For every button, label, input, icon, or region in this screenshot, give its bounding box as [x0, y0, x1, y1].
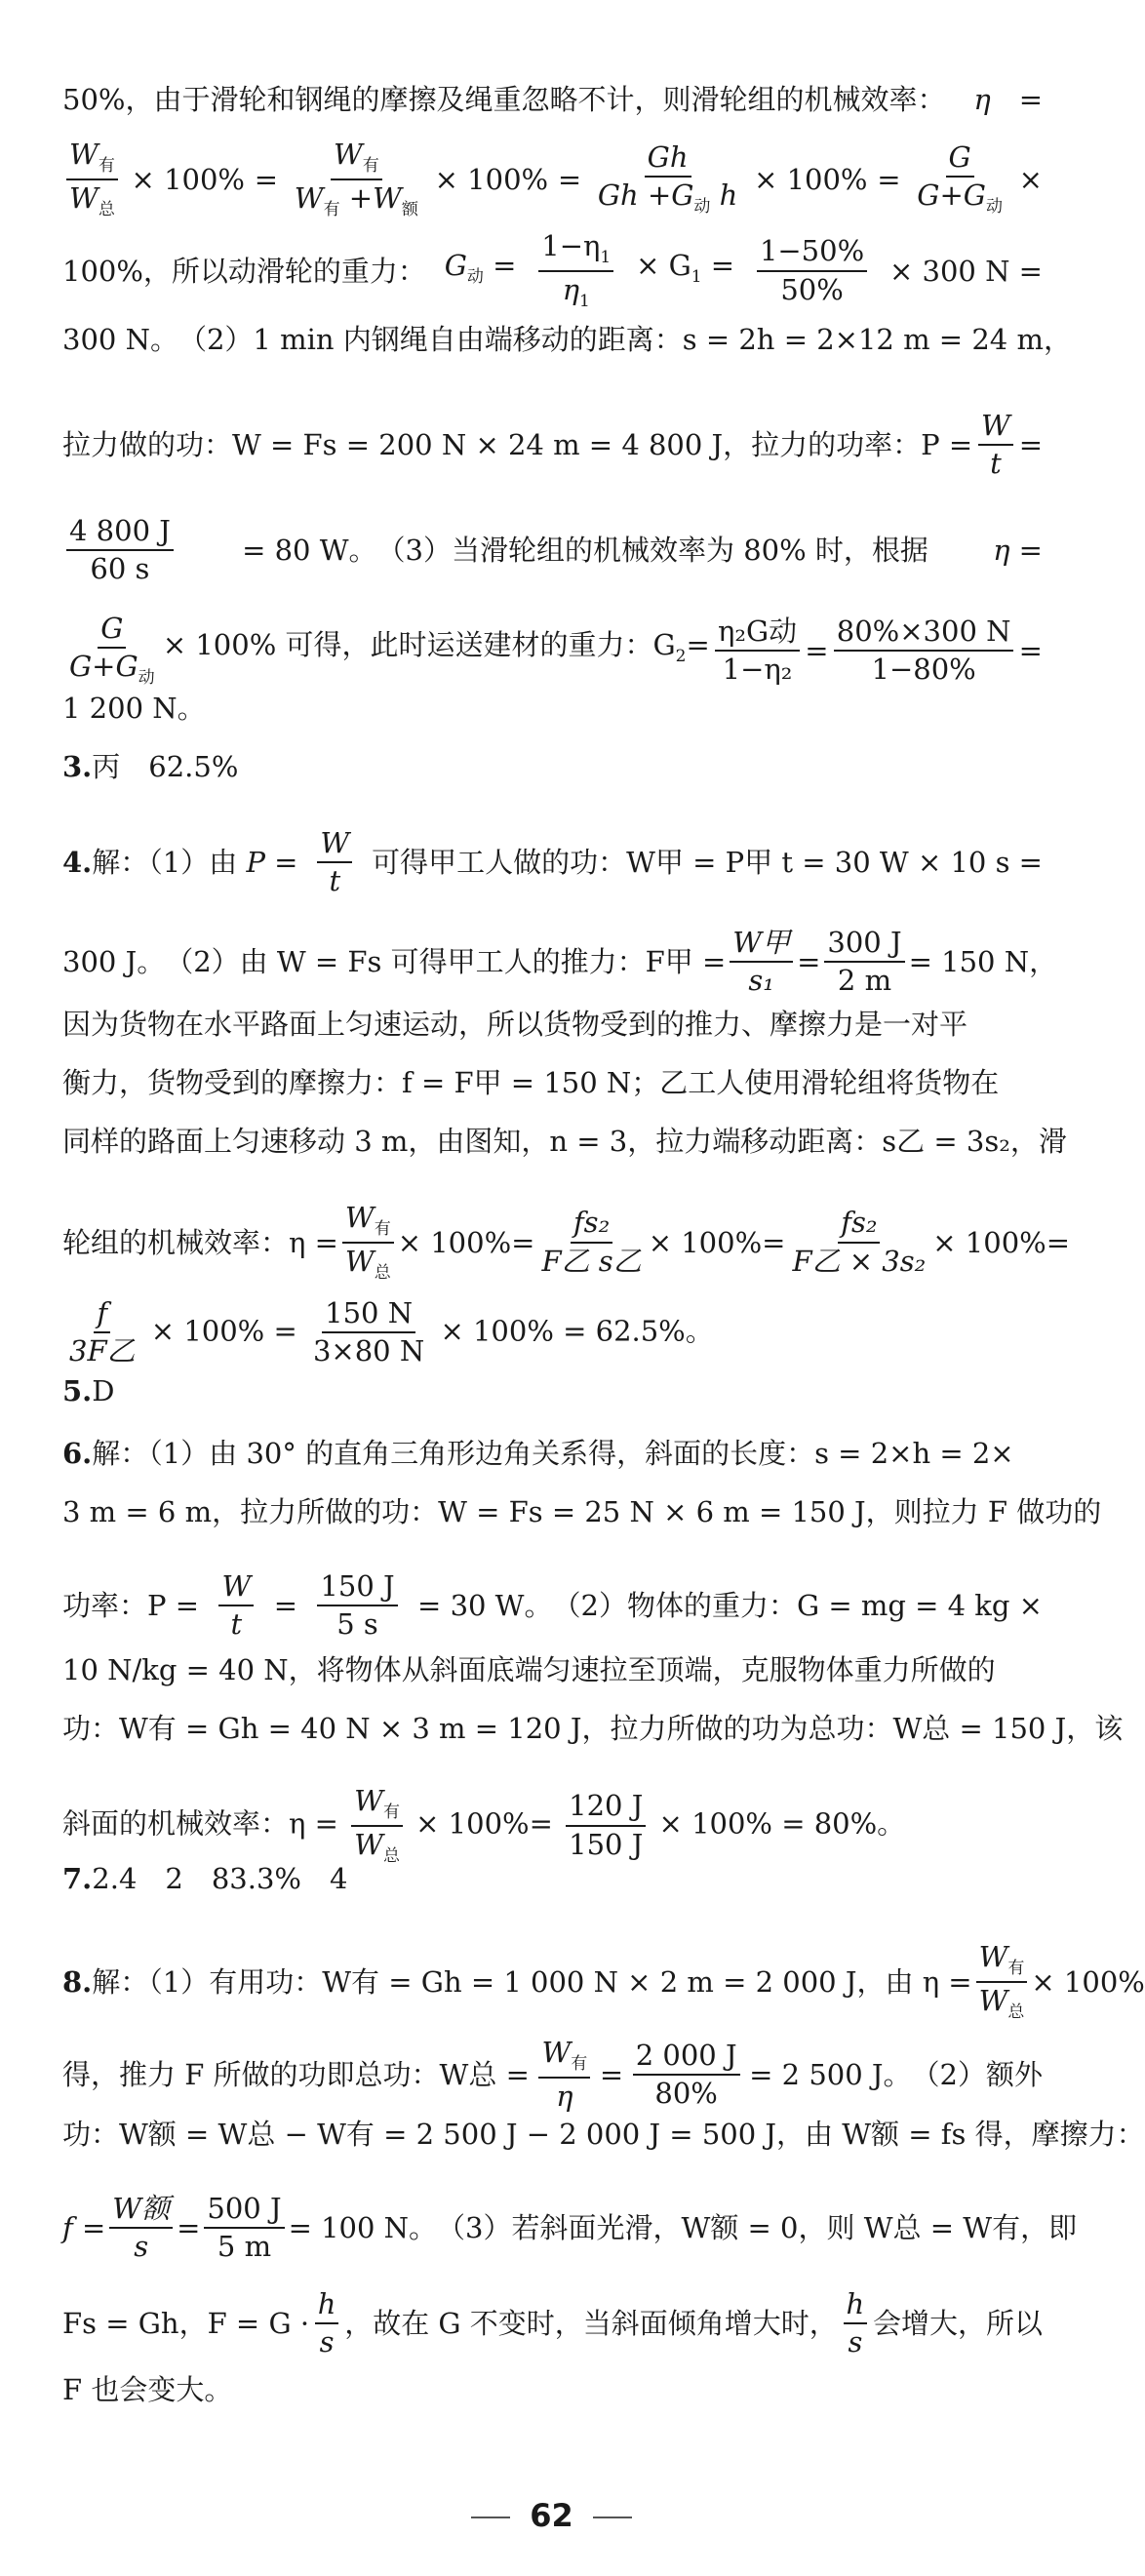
q5-answer: 5.D — [62, 1374, 115, 1407]
fraction-f-over-3fyi: $\frac{f}{\text{3F乙}}$ — [69, 1296, 136, 1368]
q4-line-3: 因为货物在水平路面上匀速运动，所以货物受到的推力、摩擦力是一对平 — [62, 1008, 968, 1041]
fraction-we-over-s: $\frac{\text{W额}}{s}$ — [109, 2193, 173, 2264]
q2-line-7: $\frac{G}{G+G_动}$ × 100% 可得，此时运送建材的重力：$G_2=$ $\frac{\text{η₂G动}}{\text{1−η₂}}$ = $\frac{80\%\times 300 N}{1-80\%}$ = — [62, 613, 1043, 689]
fraction-500-over-5: $\frac{500 J}{5 m}$ — [204, 2193, 284, 2264]
q4-line-4: 衡力，货物受到的摩擦力：f = F甲 = 150 N；乙工人使用滑轮组将货物在 — [62, 1066, 1000, 1099]
fraction-wyou-wzong-q6: $\frac{W_有}{W_总}$ — [351, 1785, 403, 1866]
fraction-80: $\frac{80\%\times 300 N}{1-80\%}$ — [834, 615, 1014, 687]
q8-line-3: 功：W额 = W总 − W有 = 2 500 J − 2 000 J = 500 J，由 W额 = fs 得，摩擦力： — [62, 2118, 1145, 2151]
fraction-gh: $\frac{Gh}{Gh +G_动 h}$ — [597, 139, 738, 217]
q6-line-4: 10 N/kg = 40 N，将物体从斜面底端匀速拉至顶端，克服物体重力所做的 — [62, 1653, 996, 1686]
q6-line-1: 6.解：（1）由 30° 的直角三角形边角关系得，斜面的长度：s = 2×h = 2× — [62, 1437, 1014, 1470]
q8-line-6: F 也会变大。 — [62, 2373, 233, 2406]
q7-answer: 7.2.4 2 83.3% 4 — [62, 1862, 348, 1895]
q4-line-5: 同样的路面上匀速移动 3 m，由图知，n = 3，拉力端移动距离：s乙 = 3s₂，滑 — [62, 1125, 1067, 1158]
q6-line-6: 斜面的机械效率：η = $\frac{W_有}{W_总}$ × 100%= $\frac{120 J}{150 J}$ × 100% = 80%。 — [62, 1784, 906, 1866]
q2-line-4: 300 N。 （2）1 min 内钢绳自由端移动的距离：s = 2h = 2×12 m = 24 m， — [62, 323, 1072, 356]
fraction-4800-over-60: $\frac{4 800 J}{60 s}$ — [66, 515, 174, 586]
fraction-wyou-wzong-q4: $\frac{W_有}{W_总}$ — [342, 1202, 394, 1283]
fraction-150-over-240: $\frac{150 N}{3\times 80 N}$ — [312, 1296, 425, 1368]
footer-dash-left — [471, 2517, 510, 2518]
fraction-g: $\frac{G}{G+G_动}$ — [917, 139, 1003, 217]
q8-line-2: 得，推力 F 所做的功即总功：W总 = $\frac{W_有}{\eta}$ = $\frac{2 000 J}{80\%}$ = 2 500 J。 （2）额外 — [62, 2036, 1043, 2113]
q2-line-3: 100%，所以动滑轮的重力： $G_动$ = $\frac{1-\eta_1}{\eta_1}$ × $G_1$ = $\frac{1-50\%}{50\%}$ × 300 N = — [62, 229, 1043, 311]
q8-line-1: 8.解：（1）有用功：W有 = Gh = 1 000 N × 2 m = 2 000 J，由 η = $\frac{W_有}{W_总}$ × 100% — [62, 1940, 1145, 2022]
q4-line-1: 4.解：（1）由 P = $\frac{W}{t}$ 可得甲工人做的功：W甲 = P甲 t = 30 W × 10 s = — [62, 826, 1043, 898]
fraction-w-over-t-q6: $\frac{W}{t}$ — [218, 1570, 254, 1642]
q4-line-2: 300 J。 （2）由 W = Fs 可得甲工人的推力：F甲 = $\frac{\text{W甲}}{\text{s₁}}$ = $\frac{300 J}{2 m}$ = 150 N， — [62, 926, 1058, 998]
q4-line-7: $\frac{f}{\text{3F乙}}$ × 100% = $\frac{150 N}{3\times 80 N}$ × 100% = 62.5%。 — [62, 1297, 1043, 1368]
q2-line-8: 1 200 N。 — [62, 692, 206, 725]
q6-line-5: 功：W有 = Gh = 40 N × 3 m = 120 J，拉力所做的功为总功：W总 = 150 J，该 — [62, 1712, 1124, 1745]
fraction-150-over-5: $\frac{150 J}{5 s}$ — [317, 1570, 397, 1642]
fraction-eta1: $\frac{1-\eta_1}{\eta_1}$ — [538, 230, 613, 311]
q6-line-3: 功率：P = $\frac{W}{t}$ = $\frac{150 J}{5 s}$ = 30 W。 （2）物体的重力：G = mg = 4 kg × — [62, 1569, 1043, 1642]
q2-line-5: 拉力做的功：W = Fs = 200 N × 24 m = 4 800 J，拉力的功率：P = $\frac{W}{t}$ = — [62, 409, 1043, 481]
fraction-wjia-over-s1: $\frac{\text{W甲}}{\text{s₁}}$ — [730, 927, 793, 998]
footer-dash-right — [593, 2517, 632, 2518]
q2-line-6: $\frac{4 800 J}{60 s}$ = 80 W。 （3）当滑轮组的机械效率为 80% 时，根据 η = — [62, 515, 1043, 586]
fraction-g-2: $\frac{G}{G+G_动}$ — [69, 612, 155, 689]
fraction-wyou-over-eta: $\frac{W_有}{\eta}$ — [538, 2037, 590, 2113]
q8-line-4: f = $\frac{\text{W额}}{s}$ = $\frac{500 J}{5 m}$ = 100 N。 （3）若斜面光滑，W额 = 0，则 W总 = W有，即 — [62, 2192, 1078, 2264]
fraction-w-over-t-q4: $\frac{W}{t}$ — [317, 827, 352, 898]
fraction-120-over-150: $\frac{120 J}{150 J}$ — [566, 1790, 646, 1861]
q3-answer: 3.丙 62.5% — [62, 750, 239, 783]
q4-line-6: 轮组的机械效率：η = $\frac{W_有}{W_总}$ × 100% = $\frac{\text{fs₂}}{\text{F乙 s乙}}$ × 100% = $\frac{\text{fs₂}}{\text{F乙 × 3s₂}}$ × 100% = — [62, 1201, 1071, 1283]
fraction-h-over-s: $\frac{h}{s}$ — [315, 2288, 339, 2359]
fraction-eta2: $\frac{\text{η₂G动}}{\text{1−η₂}}$ — [715, 615, 800, 687]
fraction-w-you-over-sum: $\frac{W_有}{W_有 +W_额}$ — [294, 138, 418, 219]
fraction-50: $\frac{1-50\%}{50\%}$ — [757, 235, 867, 306]
fraction-2000-over-80: $\frac{2 000 J}{80\%}$ — [633, 2040, 740, 2111]
fraction-w-you-over-w-zong: $\frac{W_有}{W_总}$ — [66, 139, 118, 219]
fraction-w-over-t: $\frac{W}{t}$ — [978, 410, 1013, 481]
page-number: 62 — [530, 2497, 573, 2534]
q2-line-2: $\frac{W_有}{W_总}$ × 100% = $\frac{W_有}{W_有 +W_额}$ × 100% = $\frac{Gh}{Gh +G_动 h}$ × 100% = $\frac{G}{G+G_动}$ × — [62, 139, 1043, 219]
fraction-300-over-2: $\frac{300 J}{2 m}$ — [824, 927, 904, 998]
q2-line-1: 50%，由于滑轮和钢绳的摩擦及绳重忽略不计，则滑轮组的机械效率： η = — [62, 83, 1043, 116]
fraction-fs2-over-3s2: $\frac{\text{fs₂}}{\text{F乙 × 3s₂}}$ — [792, 1206, 927, 1278]
fraction-fs2-over-fsyi: $\frac{\text{fs₂}}{\text{F乙 s乙}}$ — [541, 1206, 642, 1278]
q6-line-2: 3 m = 6 m，拉力所做的功：W = Fs = 25 N × 6 m = 150 J，则拉力 F 做功的 — [62, 1495, 1102, 1528]
q8-line-5: Fs = Gh，F = G · $\frac{h}{s}$ ，故在 G 不变时，当斜面倾角增大时， $\frac{h}{s}$ 会增大，所以 — [62, 2287, 1043, 2359]
fraction-h-over-s-2: $\frac{h}{s}$ — [844, 2288, 868, 2359]
fraction-wyou-wzong-q8: $\frac{W_有}{W_总}$ — [976, 1941, 1028, 2022]
page-number-footer — [0, 2497, 1103, 2534]
